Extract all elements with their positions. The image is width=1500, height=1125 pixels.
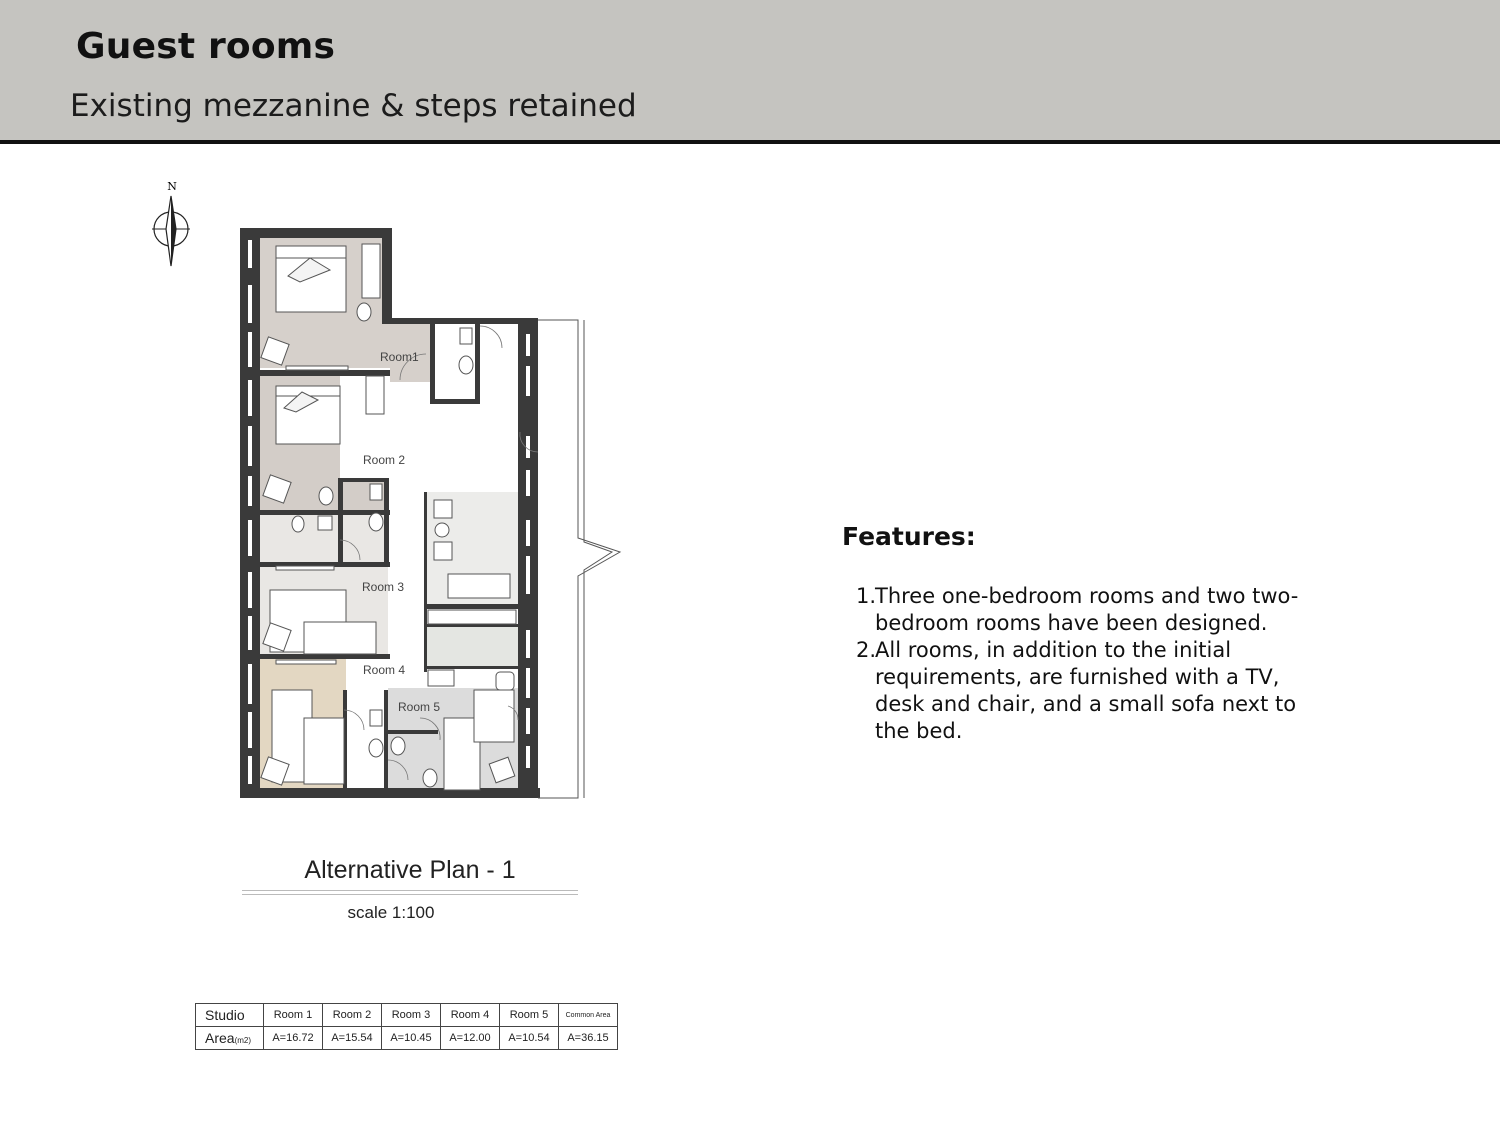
area-table-value-row [196, 1027, 618, 1050]
feature-text: All rooms, in addition to the initial requirements, are furnished with a TV, desk and chair, and a small sofa next to the bed. [875, 638, 1297, 743]
area-table-col-room4: Room 4 [441, 1004, 500, 1027]
feature-item [856, 583, 1316, 637]
features-list [856, 583, 1316, 745]
room-label-5: Room 5 [398, 700, 441, 714]
area-table-col-room5: Room 5 [500, 1004, 559, 1027]
page-header [0, 0, 1500, 144]
feature-number: 1. [856, 584, 877, 608]
area-table-row-label [196, 1027, 264, 1050]
area-value-room3: A=10.45 [382, 1027, 441, 1050]
area-value-room4: A=12.00 [441, 1027, 500, 1050]
area-value-room1: A=16.72 [264, 1027, 323, 1050]
plan-scale: scale 1:100 [347, 903, 435, 922]
area-table-col-room3: Room 3 [382, 1004, 441, 1027]
area-table-col-room1: Room 1 [264, 1004, 323, 1027]
room-label-2: Room 2 [363, 453, 406, 467]
room-label-4: Room 4 [363, 663, 406, 677]
area-unit: (m2) [234, 1036, 252, 1045]
plan-title-rule [242, 890, 578, 895]
room-label-1: Room1 [380, 350, 419, 364]
feature-number: 2. [856, 638, 877, 662]
area-value-common: A=36.15 [559, 1027, 618, 1050]
balcony-outline [538, 320, 620, 798]
area-value-room2: A=15.54 [323, 1027, 382, 1050]
area-table [195, 1003, 618, 1050]
room-label-3: Room 3 [362, 580, 405, 594]
area-table-col-room2: Room 2 [323, 1004, 382, 1027]
area-table-header-row [196, 1004, 618, 1027]
kitchen-floor [424, 626, 518, 668]
feature-item [856, 637, 1316, 745]
plan-title: Alternative Plan - 1 [304, 856, 516, 884]
floor-plan [140, 175, 640, 815]
north-label: N [167, 180, 177, 193]
area-table-header-label: Studio [196, 1004, 264, 1027]
area-value-room5: A=10.54 [500, 1027, 559, 1050]
page-subtitle: Existing mezzanine & steps retained [70, 88, 637, 124]
area-label: Area [205, 1030, 235, 1046]
north-arrow-icon [152, 180, 190, 266]
feature-text: Three one-bedroom rooms and two two-bedroom rooms have been designed. [875, 584, 1299, 635]
features-heading: Features: [842, 522, 976, 551]
page-title: Guest rooms [76, 26, 336, 67]
area-table-col-common: Common Area [559, 1004, 618, 1027]
